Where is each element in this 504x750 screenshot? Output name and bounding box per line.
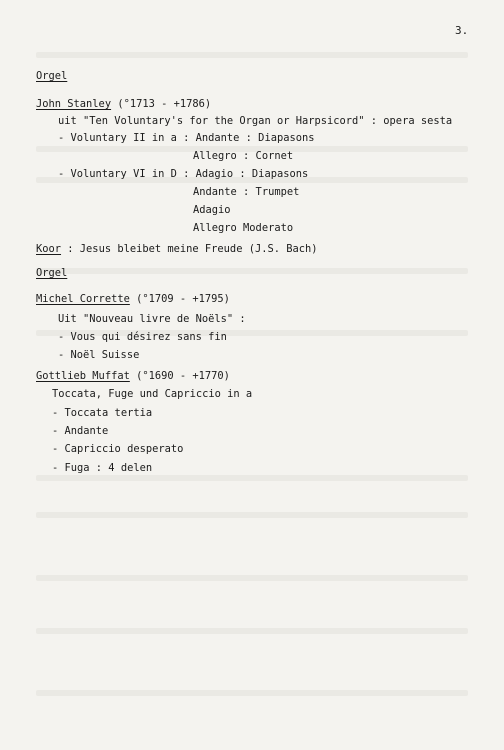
piece-line: Adagio	[193, 204, 231, 216]
piece-line: - Voluntary VI in D : Adagio : Diapasons	[58, 168, 309, 180]
piece-line: Allegro : Cornet	[193, 150, 294, 162]
choir-line: Koor : Jesus bleibet meine Freude (J.S. Bach)	[36, 243, 318, 255]
piece-line: Andante : Trumpet	[193, 186, 300, 198]
heading-orgel: Orgel	[36, 267, 68, 279]
show-through	[36, 628, 468, 634]
show-through	[36, 575, 468, 581]
piece-line: - Voluntary II in a : Andante : Diapasons	[58, 132, 315, 144]
show-through	[36, 268, 468, 274]
piece-line: - Toccata tertia	[52, 407, 153, 419]
show-through	[36, 690, 468, 696]
show-through	[36, 475, 468, 481]
show-through	[36, 512, 468, 518]
source-line: uit "Ten Voluntary's for the Organ or Harpsicord" : opera sesta	[58, 115, 453, 127]
piece-line: - Vous qui désirez sans fin	[58, 331, 227, 343]
piece-line: - Andante	[52, 425, 109, 437]
composer-line: John Stanley (°1713 - +1786)	[36, 98, 212, 110]
composer-line: Michel Corrette (°1709 - +1795)	[36, 293, 230, 305]
heading-orgel: Orgel	[36, 70, 68, 82]
piece-line: - Fuga : 4 delen	[52, 462, 153, 474]
composer-line: Gottlieb Muffat (°1690 - +1770)	[36, 370, 230, 382]
piece-line: - Capriccio desperato	[52, 443, 184, 455]
show-through	[36, 52, 468, 58]
piece-line: - Noël Suisse	[58, 349, 140, 361]
piece-line: Allegro Moderato	[193, 222, 294, 234]
source-line: Uit "Nouveau livre de Noëls" :	[58, 313, 246, 325]
work-line: Toccata, Fuge und Capriccio in a	[52, 388, 253, 400]
page-number: 3.	[455, 24, 469, 37]
